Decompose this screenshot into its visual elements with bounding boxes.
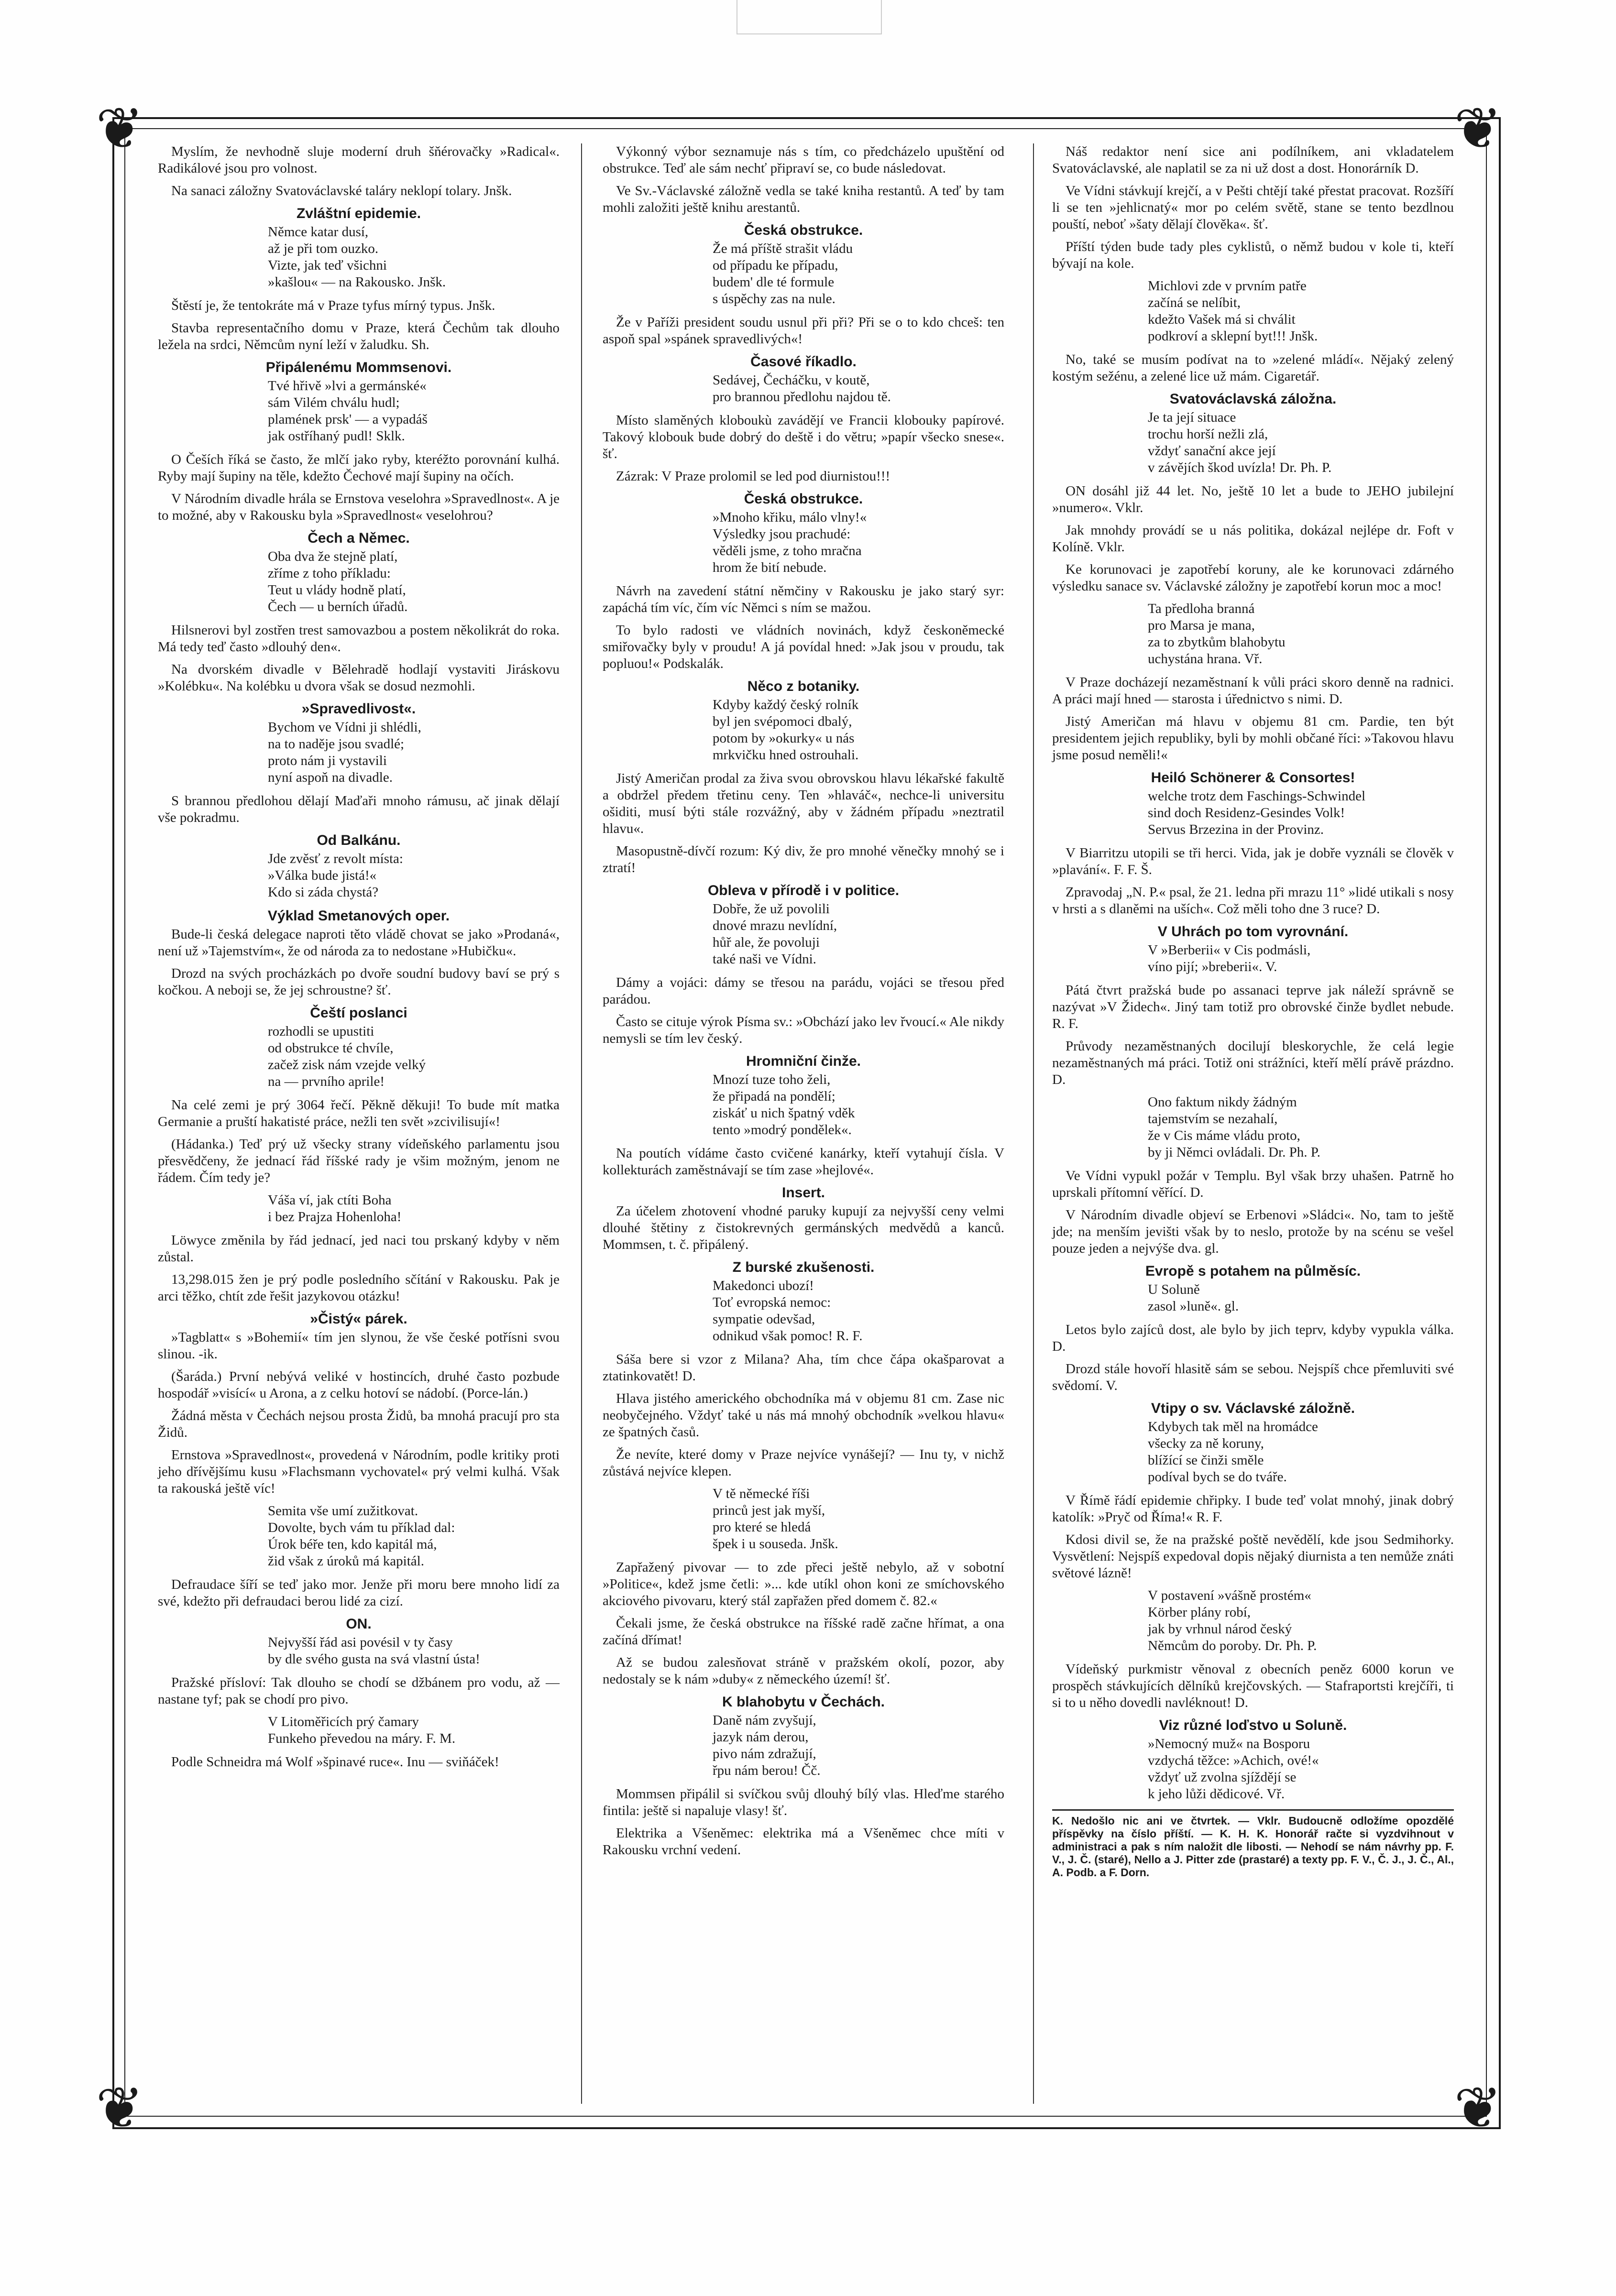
editorial-notes: K. Nedošlo nic ani ve čtvrtek. — Vklr. Budoucně odložíme opozdělé příspěvky na číslo příští. — K. H. K. Honorář račte si vyzdvihnout v administraci a pak s ním naložit dle libosti. — Nehodí se nám návrhy pp. F. V., J. Č. (staré), Nello a J. Pitter zde (prastaré) a texty pp. F. V., Č. J., J. Č., Al., A. Podb. a F. Dorn.: [1052, 1809, 1454, 1879]
verse: V »Berberii« v Cis podmásli, víno pijí; »breberii«. V.: [1148, 942, 1311, 974]
paragraph: Kdosi divil se, že na pražské poště nevědělí, kde jsou Sedmihorky. Vysvětlení: Nejspíš expedoval dopis nějaký diurnista a ten nemůže znáti světové lázně!: [1052, 1532, 1454, 1581]
column-2: [603, 143, 1004, 1864]
paragraph: Na dvorském divadle v Bělehradě hodlají vystaviti Jiráskovu »Kolébku«. Na kolébku u dvora však se dosud nezmohli.: [158, 662, 560, 694]
paragraph: S brannou předlohou dělají Maďaři mnoho rámusu, ač jinak dělají vše pokradmu.: [158, 793, 560, 825]
verse: Váša ví, jak ctíti Boha i bez Prajza Hohenloha!: [268, 1192, 402, 1225]
column-1: [158, 143, 560, 1776]
paragraph: To bylo radosti ve vládních novinách, když českoněmecké smiřovačky byly v proudu! A já povídal hned: »Jak jsou v proudu, tak popluou!« Podskalák.: [603, 623, 1004, 671]
paragraph: Na celé zemi je prý 3064 řečí. Pěkně děkuji! To bude mít matka Germanie a pruští hakatisté práce, nežli ten svět »zcivilisují«!: [158, 1097, 560, 1129]
article-heading: Od Balkánu.: [317, 832, 401, 848]
verse: Semita vše umí zužitkovat. Dovolte, bych vám tu příklad dal: Úrok béře ten, kdo kapitál má, žid však z úroků má kapitál.: [268, 1503, 455, 1569]
article-heading: Obleva v přírodě i v politice.: [707, 883, 900, 898]
article-heading: Heiló Schönerer & Consortes!: [1151, 770, 1355, 786]
article-heading: Výklad Smetanových oper.: [267, 908, 450, 924]
verse: Dobře, že už povolili dnové mrazu nevlídní, hůř ale, že povoluji také naši ve Vídni.: [713, 901, 837, 967]
paragraph: V Národním divadle objeví se Erbenovi »Sládci«. No, tam to ještě jde; na menším jevišti však by to neslo, protože by na scénu se vešel pouze jeden a nejvýše dva. gl.: [1052, 1207, 1454, 1256]
verse: Nejvyšší řád asi povésil v ty časy by dle svého gusta na svá vlastní ústa!: [268, 1635, 480, 1667]
paragraph: Žádná města v Čechách nejsou prosta Židů, ba mnohá pracují pro sta Židů.: [158, 1408, 560, 1440]
verse: Makedonci ubozí! Toť evropská nemoc: sympatie odevšad, odnikud však pomoc! R. F.: [713, 1278, 863, 1344]
paragraph: Ke korunovaci je zapotřebí koruny, ale ke korunovaci zdárného výsledku sanace sv. Václavské záložny je zapotřebí korun moc a moc!: [1052, 562, 1454, 594]
paragraph: Myslím, že nevhodně sluje moderní druh šňérovačky »Radical«. Radikálové jsou pro volnost.: [158, 144, 560, 176]
paragraph: Náš redaktor není sice ani podílníkem, ani vkladatelem Svatováclavské, ale naplatil se za ni už dost a dost. Honorárník D.: [1052, 144, 1454, 176]
verse: Tvé hřivě »lvi a germánské« sám Vilém chválu hudl; plamének prsk' — a vypadáš jak ostříhaný pudl! Sklk.: [268, 378, 428, 444]
paragraph: Ve Vídni stávkují krejčí, a v Pešti chtějí také přestat pracovat. Rozšíří li se ten »jehlicnatý« mor po celém světě, stane se tento bezdlnou pouští, neboť »šaty dělají člověka«. šť.: [1052, 183, 1454, 232]
paragraph: Pražské přísloví: Tak dlouho se chodí se džbánem pro vodu, až — nastane tyf; pak se chodí pro pivo.: [158, 1675, 560, 1707]
article-heading: »Čistý« párek.: [310, 1311, 407, 1327]
article-heading: Z burské zkušenosti.: [732, 1259, 875, 1275]
paragraph: Návrh na zavedení státní němčiny v Rakousku je jako starý syr: zapáchá tím víc, čím víc Němci s ním se mažou.: [603, 583, 1004, 615]
paragraph: V Praze docházejí nezaměstnaní k vůli práci skoro denně na radnici. A práci mají hned — starosta i úřednictvo s nimi. D.: [1052, 675, 1454, 707]
article-heading: Insert.: [781, 1185, 825, 1201]
article-heading: Čeští poslanci: [310, 1005, 407, 1021]
ornament-icon: ❦: [96, 2075, 144, 2142]
article-heading: Viz různé loďstvo u Soluně.: [1159, 1717, 1347, 1733]
paragraph: Pátá čtvrt pražská bude po assanaci teprve jak náleží správně se nazývat »V Židech«. Jiný tam totiž pro obrovské činže bydlet nebude. R. F.: [1052, 983, 1454, 1031]
article-heading: Hromniční činže.: [746, 1053, 861, 1069]
article-heading: Vtipy o sv. Václavské záložně.: [1151, 1400, 1355, 1416]
paragraph: Výkonný výbor seznamuje nás s tím, co předcházelo upuštění od obstrukce. Teď ale sám nechť připraví se, co bude následovat.: [603, 144, 1004, 176]
paragraph: Bude-li česká delegace naproti těto vládě chovat se jako »Prodaná«, není už »Tajemstvím«, že od národa za to nedostane »Hubičku«.: [158, 927, 560, 959]
column-rule: [1033, 143, 1034, 2104]
article-heading: Evropě s potahem na půlměsíc.: [1145, 1263, 1361, 1279]
verse: Jde zvěsť z revolt místa: »Válka bude jistá!« Kdo si záda chystá?: [268, 851, 403, 900]
column-rule: [581, 143, 582, 2104]
paragraph: 13,298.015 žen je prý podle posledního sčítání v Rakousku. Pak je arci těžko, chtít zde řešit jazykovou otázku!: [158, 1272, 560, 1304]
paragraph: ON dosáhl již 44 let. No, ještě 10 let a bude to JEHO jubilejní »numero«. Vklr.: [1052, 483, 1454, 515]
article-heading: Připálenému Mommsenovi.: [265, 360, 452, 375]
paragraph: Ernstova »Spravedlnost«, provedená v Národním, podle kritiky proti jeho dřívějšímu kusu »Flachsmann vychovatel« prý velmi kulhá. Však ta rakouská ještě víc!: [158, 1447, 560, 1496]
article-heading: Čech a Němec.: [308, 530, 410, 546]
paragraph: Ve Sv.-Václavské záložně vedla se také kniha restantů. A teď by tam mohli založiti ještě knihu arestantů.: [603, 183, 1004, 215]
paragraph: Hilsnerovi byl zostřen trest samovazbou a postem několikrát do roka. Má tedy teď často »dlouhý den«.: [158, 623, 560, 655]
paragraph: Elektrika a Všeněmec: elektrika má a Všeněmec chce míti v Rakousku vrchní vedení.: [603, 1826, 1004, 1858]
verse: Oba dva že stejně platí, zříme z toho příkladu: Teut u vlády hodně platí, Čech — u berních úřadů.: [268, 549, 408, 614]
article-heading: ON.: [346, 1616, 372, 1632]
article-heading: Něco z botaniky.: [747, 678, 860, 694]
page-tab-mark: [737, 0, 882, 34]
article-heading: Časové říkadlo.: [750, 354, 857, 370]
article-heading: »Spravedlivost«.: [301, 701, 416, 717]
paragraph: Jistý Američan má hlavu v objemu 81 cm. Pardie, ten být presidentem jejich republiky, byli by mohli občané říci: »Takovou hlavu jsme posud neměli!«: [1052, 714, 1454, 763]
paragraph: Löwyce změnila by řád jednací, jed naci tou prskaný kdyby v něm zůstal.: [158, 1233, 560, 1265]
verse: Sedávej, Čecháčku, v koutě, pro brannou předlohu najdou tě.: [713, 372, 891, 405]
paragraph: Za účelem zhotovení vhodné paruky kupují za nejvyšší ceny velmi dlouhé štětiny z čistokrevných germánských medvědů a kanců. Mommsen, t. č. připálený.: [603, 1203, 1004, 1252]
paragraph: Ve Vídni vypukl požár v Templu. Byl však brzy uhašen. Patrně ho uprskali přítomní věřící. D.: [1052, 1168, 1454, 1200]
paragraph: V Biarritzu utopili se tři herci. Vida, jak je dobře vyználi se člověk v »plavání«. F. F. Š.: [1052, 845, 1454, 877]
column-3: [1052, 143, 1454, 1879]
paragraph: Masopustně-dívčí rozum: Ký div, že pro mnohé věnečky mnohý se i ztratí!: [603, 843, 1004, 875]
paragraph: Podle Schneidra má Wolf »špinavé ruce«. Inu — sviňáček!: [171, 1754, 499, 1770]
paragraph: Sáša bere si vzor z Milana? Aha, tím chce čápa okašparovat a ztatinkovatět! D.: [603, 1352, 1004, 1384]
verse: V postavení »vášně prostém« Körber plány robí, jak by vrhnul národ český Němcům do poroby. Dr. Ph. P.: [1148, 1588, 1317, 1653]
paragraph: No, také se musím podívat na to »zelené mládí«. Nějaký zelený kostým sežénu, a zelené lice už mám. Cigaretář.: [1052, 352, 1454, 384]
paragraph: Drozd na svých procházkách po dvoře soudní budovy baví se prý s kočkou. A neboji se, že jej schroustne? šť.: [158, 966, 560, 998]
verse: Ono faktum nikdy žádným tajemstvím se nezahalí, že v Cis máme vládu proto, by ji Němci ovládali. Dr. Ph. P.: [1148, 1094, 1320, 1160]
paragraph: Zapřažený pivovar — to zde přeci ještě nebylo, až v sobotní »Politice«, kdež jsme četli: »... kde utíkl ohon koni ze smíchovského akciového pivovaru, který stál zapřažen před domem č. 82.«: [603, 1560, 1004, 1608]
paragraph: Místo slaměných kloboukù zavádějí ve Francii klobouky papírové. Takový klobouk bude dobrý do deště i do větru; »papír všecko snese«. šť.: [603, 413, 1004, 461]
paragraph: »Tagblatt« s »Bohemií« tím jen slynou, že vše české potřísni svou slinou. -ik.: [158, 1330, 560, 1362]
verse: rozhodli se upustiti od obstrukce té chvíle, začež zisk nám vzejde velký na — prvního aprile!: [268, 1024, 426, 1089]
paragraph: Na sanaci záložny Svatováclavské taláry neklopí tolary. Jnšk.: [171, 183, 512, 198]
paragraph: Zázrak: V Praze prolomil se led pod diurnistou!!!: [616, 469, 890, 484]
verse: Michlovi zde v prvním patře začíná se nelíbit, kdežto Vašek má si chválit podkroví a sklepní byt!!! Jnšk.: [1148, 278, 1318, 344]
paragraph: Jistý Američan prodal za živa svou obrovskou hlavu lékařské fakultě a obdržel předem třetinu ceny. Ten »hlaváč«, nechce-li universitu ošiditi, musí býti stále rozvážný, aby v žádném případu »neztratil hlavu«.: [603, 771, 1004, 836]
paragraph: Štěstí je, že tentokráte má v Praze tyfus mírný typus. Jnšk.: [171, 298, 495, 313]
paragraph: Zpravodaj „N. P.« psal, že 21. ledna při mrazu 11° »lidé utikali s nosy v hrsti a s dlaněmi na uších«. Což měli toho dne 3 ruce? D.: [1052, 885, 1454, 917]
ornament-icon: ❦: [96, 96, 144, 162]
ornament-icon: ❦: [1454, 96, 1502, 162]
verse: »Nemocný muž« na Bosporu vzdychá těžce: »Achich, ové!« vždyť už zvolna sjíždějí se k jeho lůži dědicové. Vř.: [1148, 1736, 1319, 1802]
paragraph: Průvody nezaměstnaných docilují bleskorychle, že celá legie nezaměstnaných má práci. Totiž oni strážníci, kteří mělí právě prázdno. D.: [1052, 1039, 1454, 1087]
paragraph: Na poutích vídáme často cvičené kanárky, kteří vytahují čísla. V kollekturách zaměstnávají se tím zase »hejlové«.: [603, 1146, 1004, 1178]
verse: Bychom ve Vídni ji shlédli, na to naděje jsou svadlé; proto nám ji vystavili nyní aspoň na divadle.: [268, 720, 421, 785]
paragraph: (Hádanka.) Teď prý už všecky strany vídeňského parlamentu jsou přesvědčeny, že jednací řád říšské rady je všim možným, jenom ne řádem. Čím tedy je?: [158, 1137, 560, 1185]
verse: Ta předloha branná pro Marsa je mana, za to zbytkům blahobytu uchystána hrana. Vř.: [1148, 601, 1286, 667]
verse: Že má příště strašit vládu od případu ke případu, budem' dle té formule s úspěchy zas na nule.: [713, 241, 853, 306]
article-heading: V Uhrách po tom vyrovnání.: [1157, 924, 1349, 940]
paragraph: Že nevíte, které domy v Praze nejvíce vynášejí? — Inu ty, v nichž zůstává nejvíce klepen.: [603, 1447, 1004, 1479]
paragraph: Drozd stále hovoří hlasitě sám se sebou. Nejspíš chce přemluviti své svědomí. V.: [1052, 1361, 1454, 1393]
article-heading: Zvláštní epidemie.: [296, 206, 421, 221]
verse: »Mnoho křiku, málo vlny!« Výsledky jsou prachudé: věděli jsme, z toho mračna hrom že bití nebude.: [713, 510, 867, 575]
paragraph: Defraudace šíří se teď jako mor. Jenže při moru bere mnoho lidí za své, kdežto při defraudaci berou lidé za cizí.: [158, 1577, 560, 1609]
verse: Kdybych tak měl na hromádce všecky za ně koruny, blížící se činži směle podíval bych se do tváře.: [1148, 1419, 1318, 1485]
paragraph: Příští týden bude tady ples cyklistů, o němž budou v kole ti, kteří bývají na kole.: [1052, 239, 1454, 271]
article-heading: Svatováclavská záložna.: [1169, 391, 1337, 407]
verse: Kdyby každý český rolník byl jen svépomoci dbalý, potom by »okurky« u nás mrkvičku hned ostrouhali.: [713, 697, 859, 763]
paragraph: Stavba representačního domu v Praze, která Čechům tak dlouho ležela na srdci, Němcům nyní leží v žaludku. Sh.: [158, 320, 560, 352]
paragraph: Mommsen připálil si svíčkou svůj dlouhý bílý vlas. Hleďme starého fintila: ještě si napaluje vlasy! šť.: [603, 1786, 1004, 1818]
paragraph: O Češích říká se často, že mlčí jako ryby, kteréžto porovnání kulhá. Ryby mají šupiny na těle, kdežto Čechové mají šupiny na očích.: [158, 452, 560, 484]
paragraph: Dámy a vojáci: dámy se třesou na parádu, vojáci se třesou před parádou.: [603, 975, 1004, 1007]
paragraph: Čekali jsme, že česká obstrukce na říšské radě začne hřímat, a ona začíná dřímat!: [603, 1616, 1004, 1648]
paragraph: Letos bylo zajíců dost, ale bylo by jich teprv, kdyby vypukla válka. D.: [1052, 1322, 1454, 1354]
article-heading: Česká obstrukce.: [744, 491, 863, 507]
verse: Je ta její situace trochu horší nežli zlá, vždyť sanační akce její v závějích škod uvízla! Dr. Ph. P.: [1148, 410, 1332, 475]
paragraph: V Národním divadle hrála se Ernstova veselohra »Spravedlnost«. A je to možné, aby v Rakousku byla »Spravedlnost« veselohrou?: [158, 491, 560, 523]
article-heading: K blahobytu v Čechách.: [722, 1694, 885, 1710]
paragraph: Že v Paříži president soudu usnul při při? Při se o to kdo chceš: ten aspoň spal »spánek spravedlivých«!: [603, 315, 1004, 347]
paragraph: Vídeňský purkmistr věnoval z obecních peněz 6000 korun ve prospěch stávkujících dělníků krejčovských. — Stafraportsti krejčíři, ti si to u něho dovedli navléknout! D.: [1052, 1662, 1454, 1710]
verse: Daně nám zvyšují, jazyk nám derou, pivo nám zdražují, řpu nám berou! Čč.: [713, 1713, 821, 1778]
verse: V Litoměřicích prý čamary Funkeho převedou na máry. F. M.: [268, 1714, 456, 1746]
paragraph: (Šaráda.) První nebývá veliké v hostincích, druhé často pozbude hospodář »visící« u Arona, a z celku hotoví se nádobí. (Porce-lán.): [158, 1369, 560, 1401]
paragraph: V Římě řádí epidemie chřipky. I bude teď volat mnohý, jinak dobrý katolík: »Pryč od Říma!« R. F.: [1052, 1493, 1454, 1525]
paragraph: Až se budou zalesňovat stráně v pražském okolí, pozor, aby nedostaly se k nám »duby« z německého území! šť.: [603, 1655, 1004, 1687]
ornament-icon: ❦: [1454, 2075, 1502, 2142]
verse: V tě německé říši princů jest jak myší, pro které se hledá špek i u souseda. Jnšk.: [713, 1486, 838, 1552]
verse: welche trotz dem Faschings-Schwindel sind doch Residenz-Gesindes Volk! Servus Brzezina in der Provinz.: [1148, 788, 1366, 837]
verse: Němce katar dusí, až je při tom ouzko. Vizte, jak teď všichni »kašlou« — na Rakousko. Jnšk.: [268, 224, 446, 290]
paragraph: Často se cituje výrok Písma sv.: »Obchází jako lev řvoucí.« Ale nikdy nemysli se tím lev český.: [603, 1014, 1004, 1046]
paragraph: Hlava jistého amerického obchodníka má v objemu 81 cm. Zase nic neobyčejného. Vždyť také u nás má mnohý obchodník »velkou hlavu« ze špatných časů.: [603, 1391, 1004, 1440]
verse: U Soluně zasol »luně«. gl.: [1148, 1282, 1239, 1314]
article-heading: Česká obstrukce.: [744, 222, 863, 238]
verse: Mnozí tuze toho želi, že připadá na pondělí; ziskáť u nich špatný vděk tento »modrý pondělek«.: [713, 1072, 855, 1137]
paragraph: Jak mnohdy provádí se u nás politika, dokázal nejlépe dr. Foft v Kolíně. Vklr.: [1052, 523, 1454, 555]
